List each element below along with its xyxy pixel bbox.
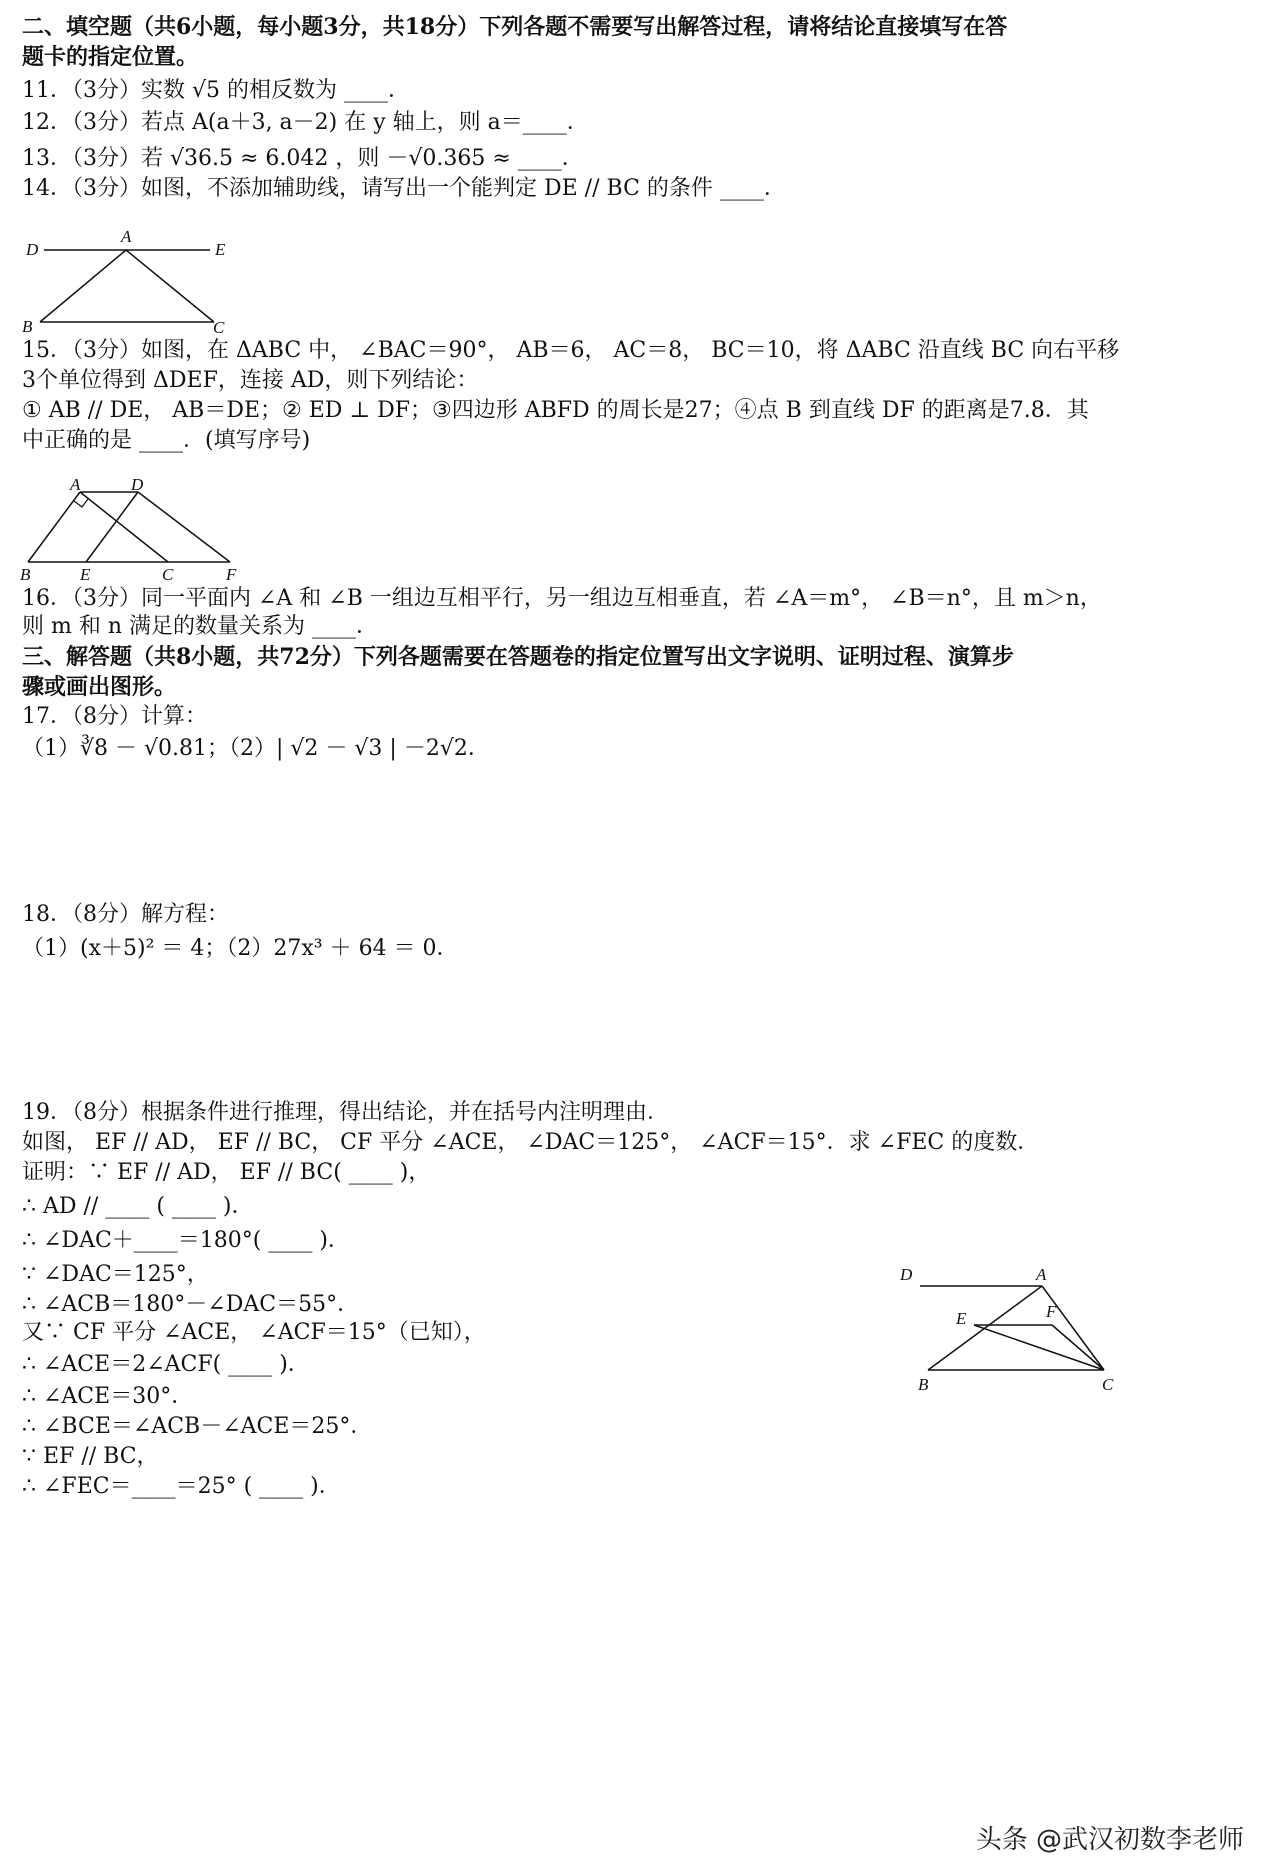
figure-q14 [18,228,268,343]
proof-line-8: ∴ ∠ACE＝30°． [22,1384,194,1409]
question-13: 13．（3分）若 √36.5 ≈ 6.042 ，则 －√0.365 ≈ ____． [22,146,584,171]
proof-line-11: ∴ ∠FEC＝____＝25° ( ____ )． [22,1474,341,1499]
label-A: A [70,476,81,494]
question-15-line3: ① AB // DE， AB＝DE；② ED ⊥ DF；③四边形 ABFD 的周长是27；④点 B 到直线 DF 的距离是7.8．其 [22,398,1089,423]
question-19: 19．（8分）根据条件进行推理，得出结论，并在括号内注明理由． [22,1100,669,1125]
proof-line-5: ∴ ∠ACB＝180°－∠DAC＝55°． [22,1292,360,1317]
question-18-parts: （1）(x＋5)² ＝ 4；（2）27x³ ＋ 64 ＝ 0． [22,936,459,961]
label-F: F [1046,1302,1057,1321]
proof-line-2: ∴ AD // ____ ( ____ )． [22,1194,254,1219]
label-B: B [22,317,33,336]
label-B: B [918,1375,929,1394]
label-D: D [900,1265,913,1284]
label-A: A [121,228,132,246]
proof-line-7: ∴ ∠ACE＝2∠ACF( ____ )． [22,1352,310,1377]
section2-heading-cont: 题卡的指定位置。 [22,44,199,70]
figure-q19 [900,1262,1120,1402]
label-E: E [215,240,226,259]
label-B: B [20,565,31,584]
label-E: E [956,1309,967,1328]
figure-q15 [14,476,264,588]
proof-line-4: ∵ ∠DAC＝125°， [22,1262,209,1287]
question-15-line2: 3个单位得到 ΔDEF，连接 AD，则下列结论： [22,368,479,393]
proof-line-9: ∴ ∠BCE＝∠ACB－∠ACE＝25°． [22,1414,373,1439]
question-19-given: 如图， EF // AD， EF // BC， CF 平分 ∠ACE， ∠DAC＝125°， ∠ACF＝15°．求 ∠FEC 的度数． [22,1130,1040,1155]
proof-line-10: ∵ EF // BC， [22,1444,159,1469]
label-E: E [80,565,91,584]
proof-line-6: 又∵ CF 平分 ∠ACE， ∠ACF＝15°（已知）， [22,1320,486,1345]
label-A: A [1036,1265,1047,1284]
label-C: C [1102,1375,1114,1394]
question-15-line1: 15．（3分）如图，在 ΔABC 中， ∠BAC＝90°， AB＝6， AC＝8， BC＝10，将 ΔABC 沿直线 BC 向右平移 [22,338,1120,363]
question-11: 11．（3分）实数 √5 的相反数为 ____． [22,78,410,103]
section2-heading: 二、填空题（共6小题，每小题3分，共18分）下列各题不需要写出解答过程，请将结论直接填写在答 [22,14,1008,40]
label-D: D [131,476,144,494]
question-18: 18．（8分）解方程： [22,902,229,927]
question-14: 14．（3分）如图，不添加辅助线，请写出一个能判定 DE // BC 的条件 ____． [22,176,786,201]
section3-heading: 三、解答题（共8小题，共72分）下列各题需要在答题卷的指定位置写出文字说明、证明过程、演算步 [22,644,1014,670]
question-16-line1: 16．（3分）同一平面内 ∠A 和 ∠B 一组边互相平行，另一组边互相垂直，若 ∠A＝m°， ∠B＝n°，且 m＞n， [22,586,1102,611]
label-C: C [213,318,225,337]
label-D: D [26,240,39,259]
question-15-line4: 中正确的是 ____．(填写序号) [22,428,311,453]
watermark: 头条 @武汉初数李老师 [975,1825,1244,1855]
proof-line-3: ∴ ∠DAC＋____＝180°( ____ )． [22,1228,350,1253]
question-17: 17．（8分）计算： [22,704,207,729]
question-17-parts: （1）∛8 － √0.81；（2）| √2 － √3 | －2√2． [22,736,490,761]
label-F: F [226,565,237,584]
section3-heading-cont: 骤或画出图形。 [22,674,177,700]
question-12: 12．（3分）若点 A(a＋3, a－2) 在 y 轴上，则 a＝____． [22,110,589,135]
question-16-line2: 则 m 和 n 满足的数量关系为 ____． [22,614,378,639]
proof-line-1: 证明：∵ EF // AD， EF // BC( ____ )， [22,1160,431,1185]
label-C: C [162,565,174,584]
